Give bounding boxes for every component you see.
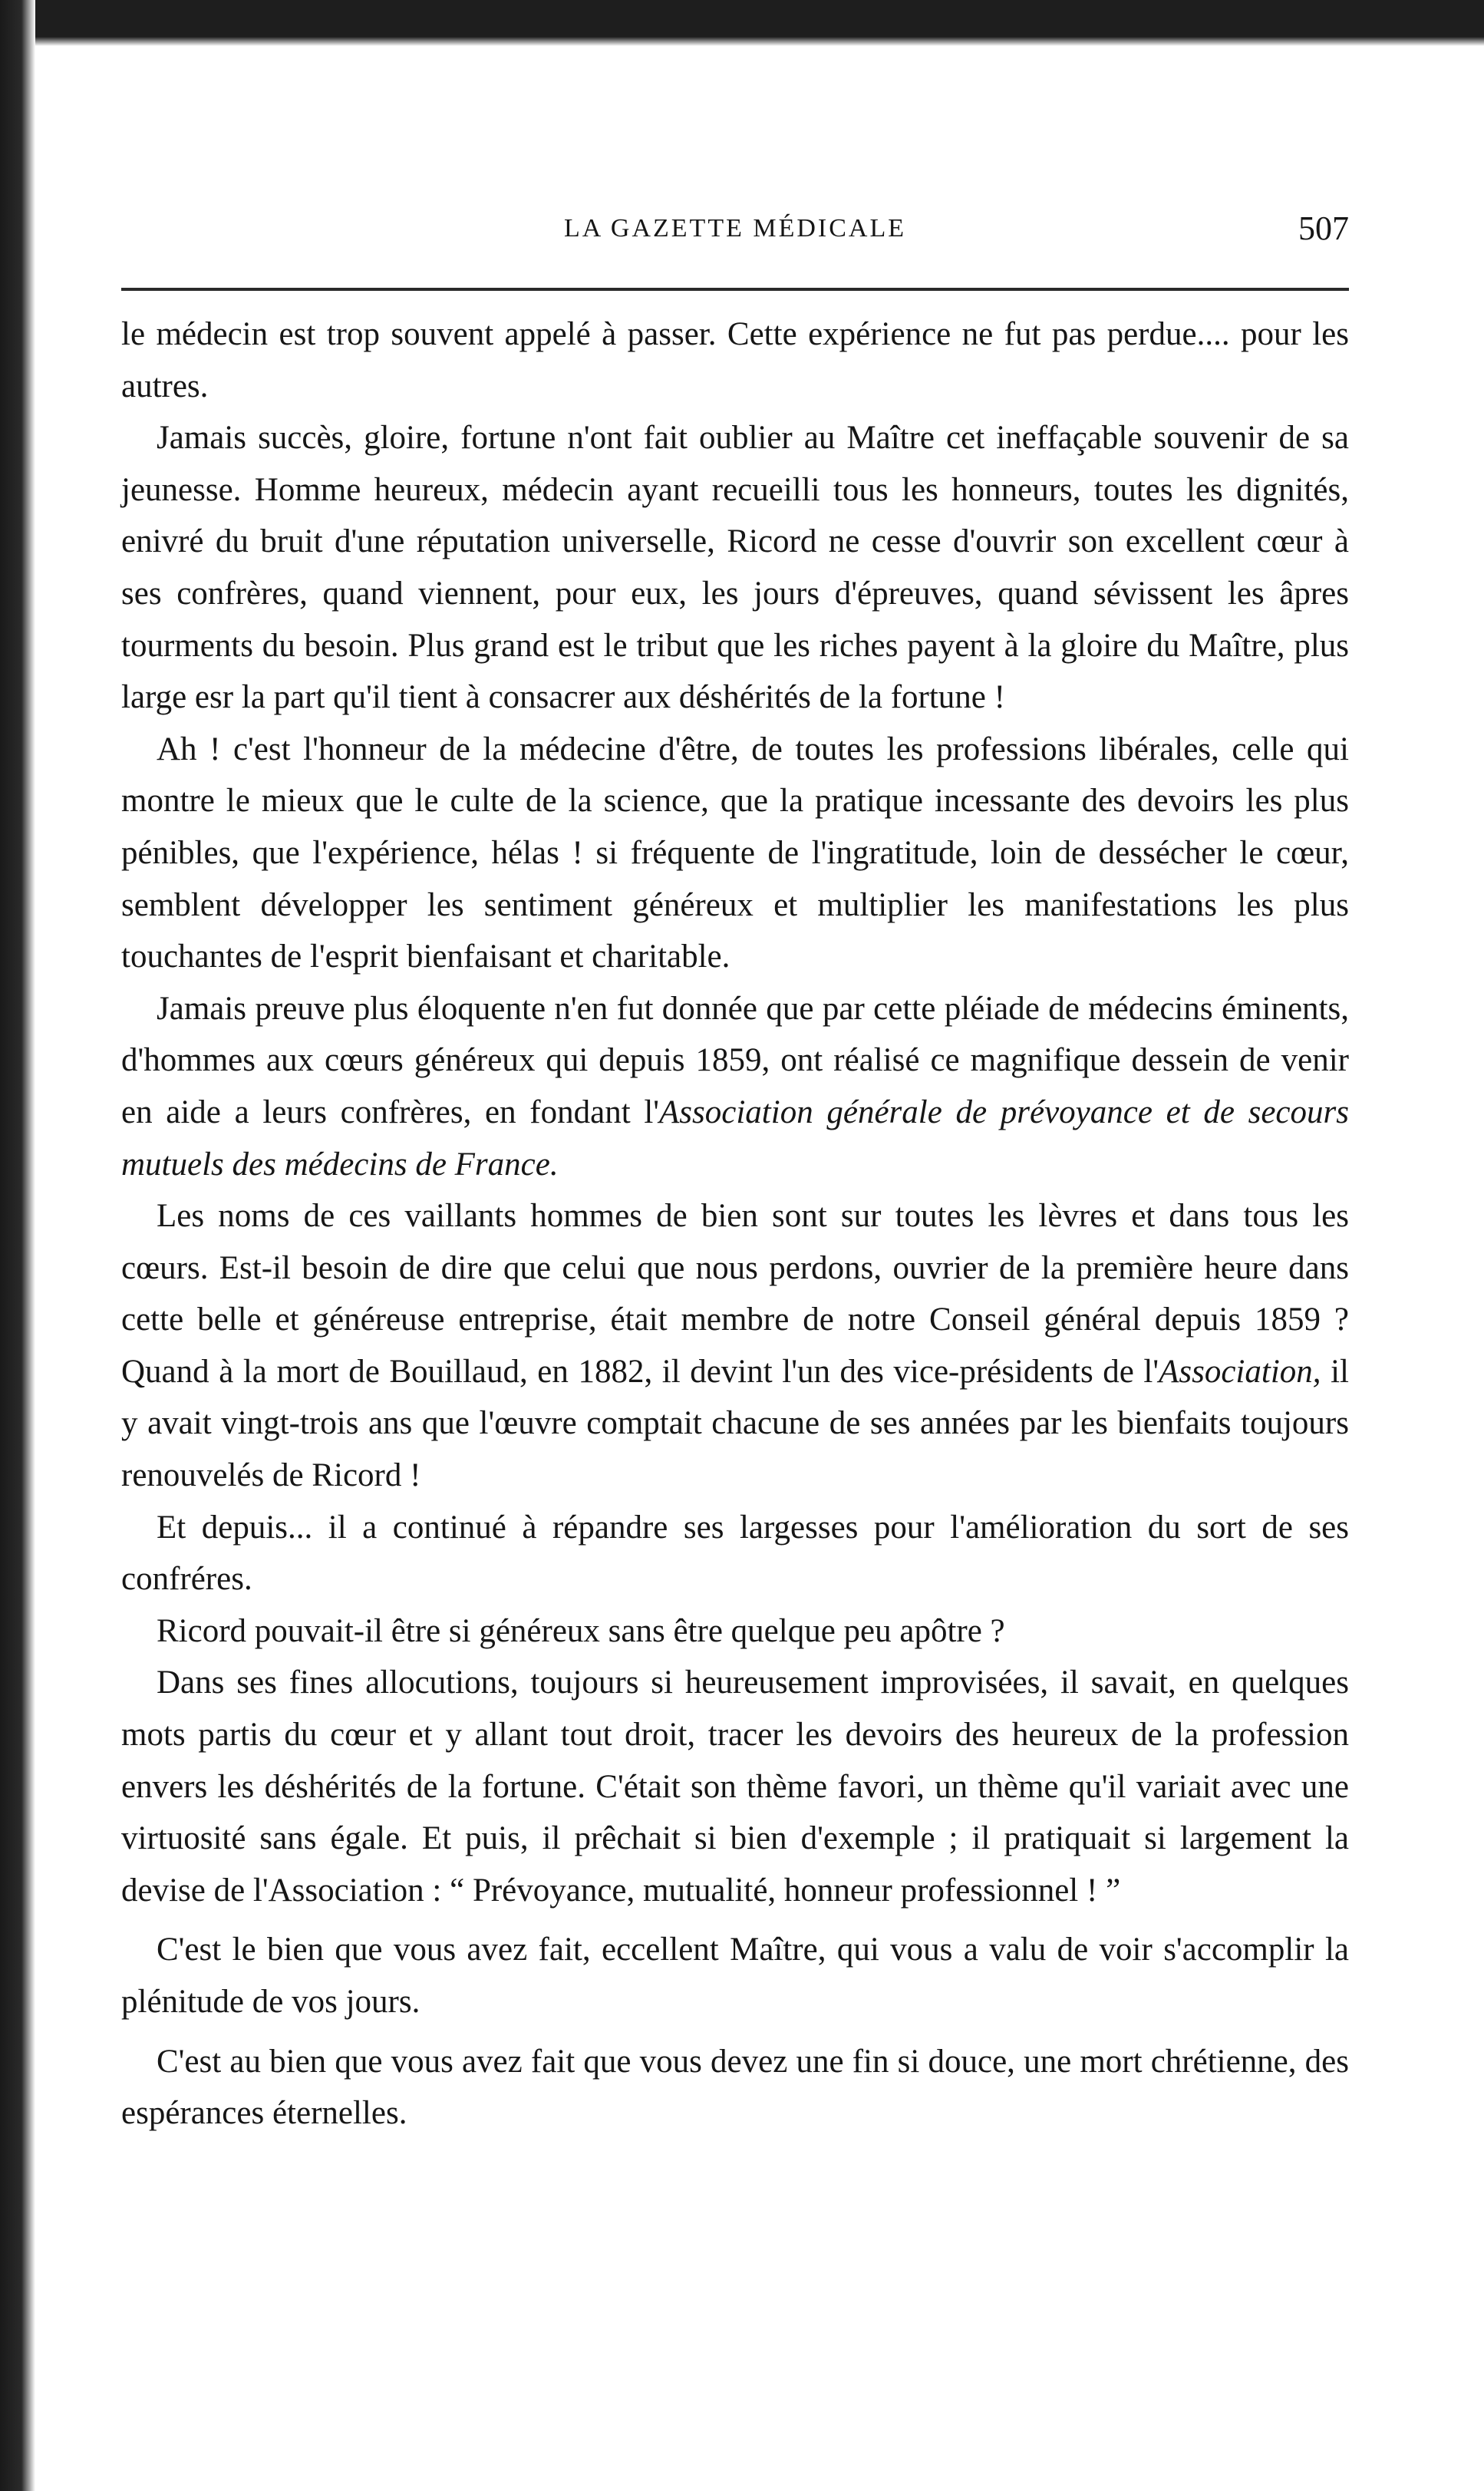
page-number: 507	[1298, 210, 1349, 247]
running-head	[121, 206, 1349, 252]
article-body	[121, 308, 1349, 2140]
paragraph-6: Et depuis... il a continué à répandre ses largesses pour l'amélioration du sort de ses confréres.	[121, 1509, 1349, 1598]
association-italic: Association,	[1159, 1353, 1321, 1390]
paragraph-8: Dans ses fines allocutions, toujours si heureusement improvisées, il savait, en quelques mots partis du cœur et y allant tout droit, tracer les devoirs des heureux de la profession envers les déshérités de la fortune. C'était son thème favori, un thème qu'il variait avec une virtuosité sans égale. Et puis, il prêchait si bien d'exemple ; il pratiquait si largement la devise de l'Association : “ Prévoyance, mutualité, honneur professionnel ! ”	[121, 1665, 1349, 1909]
paragraph-5	[121, 1190, 1349, 1502]
paragraph-10: C'est au bien que vous avez fait que vous devez une fin si douce, une mort chrétienne, des espérances éternelles.	[121, 2043, 1349, 2132]
paragraph-9: C'est le bien que vous avez fait, eccellent Maître, qui vous a valu de voir s'accomplir la plénitude de vos jours.	[121, 1932, 1349, 2020]
paragraph-5-text: Les noms de ces vaillants hommes de bien sont sur toutes les lèvres et dans tous les cœurs. Est-il besoin de dire que celui que nous perdons, ouvrier de la première heure dans cette belle et généreuse entreprise, était membre de notre Conseil général depuis 1859 ? Quand à la mort de Bouillaud, en 1882, il devint l'un des vice-présidents de l'	[121, 1198, 1349, 1390]
paragraph-3: Ah ! c'est l'honneur de la médecine d'être, de toutes les professions libérales, celle qui montre le mieux que le culte de la science, que la pratique incessante des devoirs les plus pénibles, que l'expérience, hélas ! si fréquente de l'ingratitude, loin de dessécher le cœur, semblent développer les sentiment généreux et multiplier les manifestations les plus touchantes de l'esprit bienfaisant et charitable.	[121, 731, 1349, 975]
paragraph-1: le médecin est trop souvent appelé à passer. Cette expérience ne fut pas perdue.... pour les autres.	[121, 316, 1349, 404]
paragraph-5-text-end: il y avait vingt-trois ans que l'œuvre comptait chacune de ses années par les bienfaits toujours renouvelés de Ricord !	[121, 1353, 1349, 1494]
paragraph-7: Ricord pouvait-il être si généreux sans être quelque peu apôtre ?	[157, 1612, 1005, 1649]
scan-left-edge	[0, 0, 35, 2491]
running-title: LA GAZETTE MÉDICALE	[563, 214, 907, 243]
association-name-italic: Association générale de prévoyance et de secours mutuels des médecins de France.	[121, 1094, 1349, 1183]
header-rule	[121, 288, 1349, 291]
paragraph-4-text: Jamais preuve plus éloquente n'en fut donnée que par cette pléiade de médecins éminents, d'hommes aux cœurs généreux qui depuis 1859, ont réalisé ce magnifique dessein de venir en aide a leurs confrères, en fondant l'	[121, 990, 1349, 1130]
paragraph-2: Jamais succès, gloire, fortune n'ont fait oublier au Maître cet ineffaçable souvenir de sa jeunesse. Homme heureux, médecin ayant recueilli tous les honneurs, toutes les dignités, enivré du bruit d'une réputation universelle, Ricord ne cesse d'ouvrir son excellent cœur à ses confrères, quand viennent, pour eux, les jours d'épreuves, quand sévissent les âpres tourments du besoin. Plus grand est le tribut que les riches payent à la gloire du Maître, plus large esr la part qu'il tient à consacrer aux déshérités de la fortune !	[121, 420, 1349, 716]
paragraph-4	[121, 983, 1349, 1190]
scan-top-border	[0, 0, 1484, 46]
